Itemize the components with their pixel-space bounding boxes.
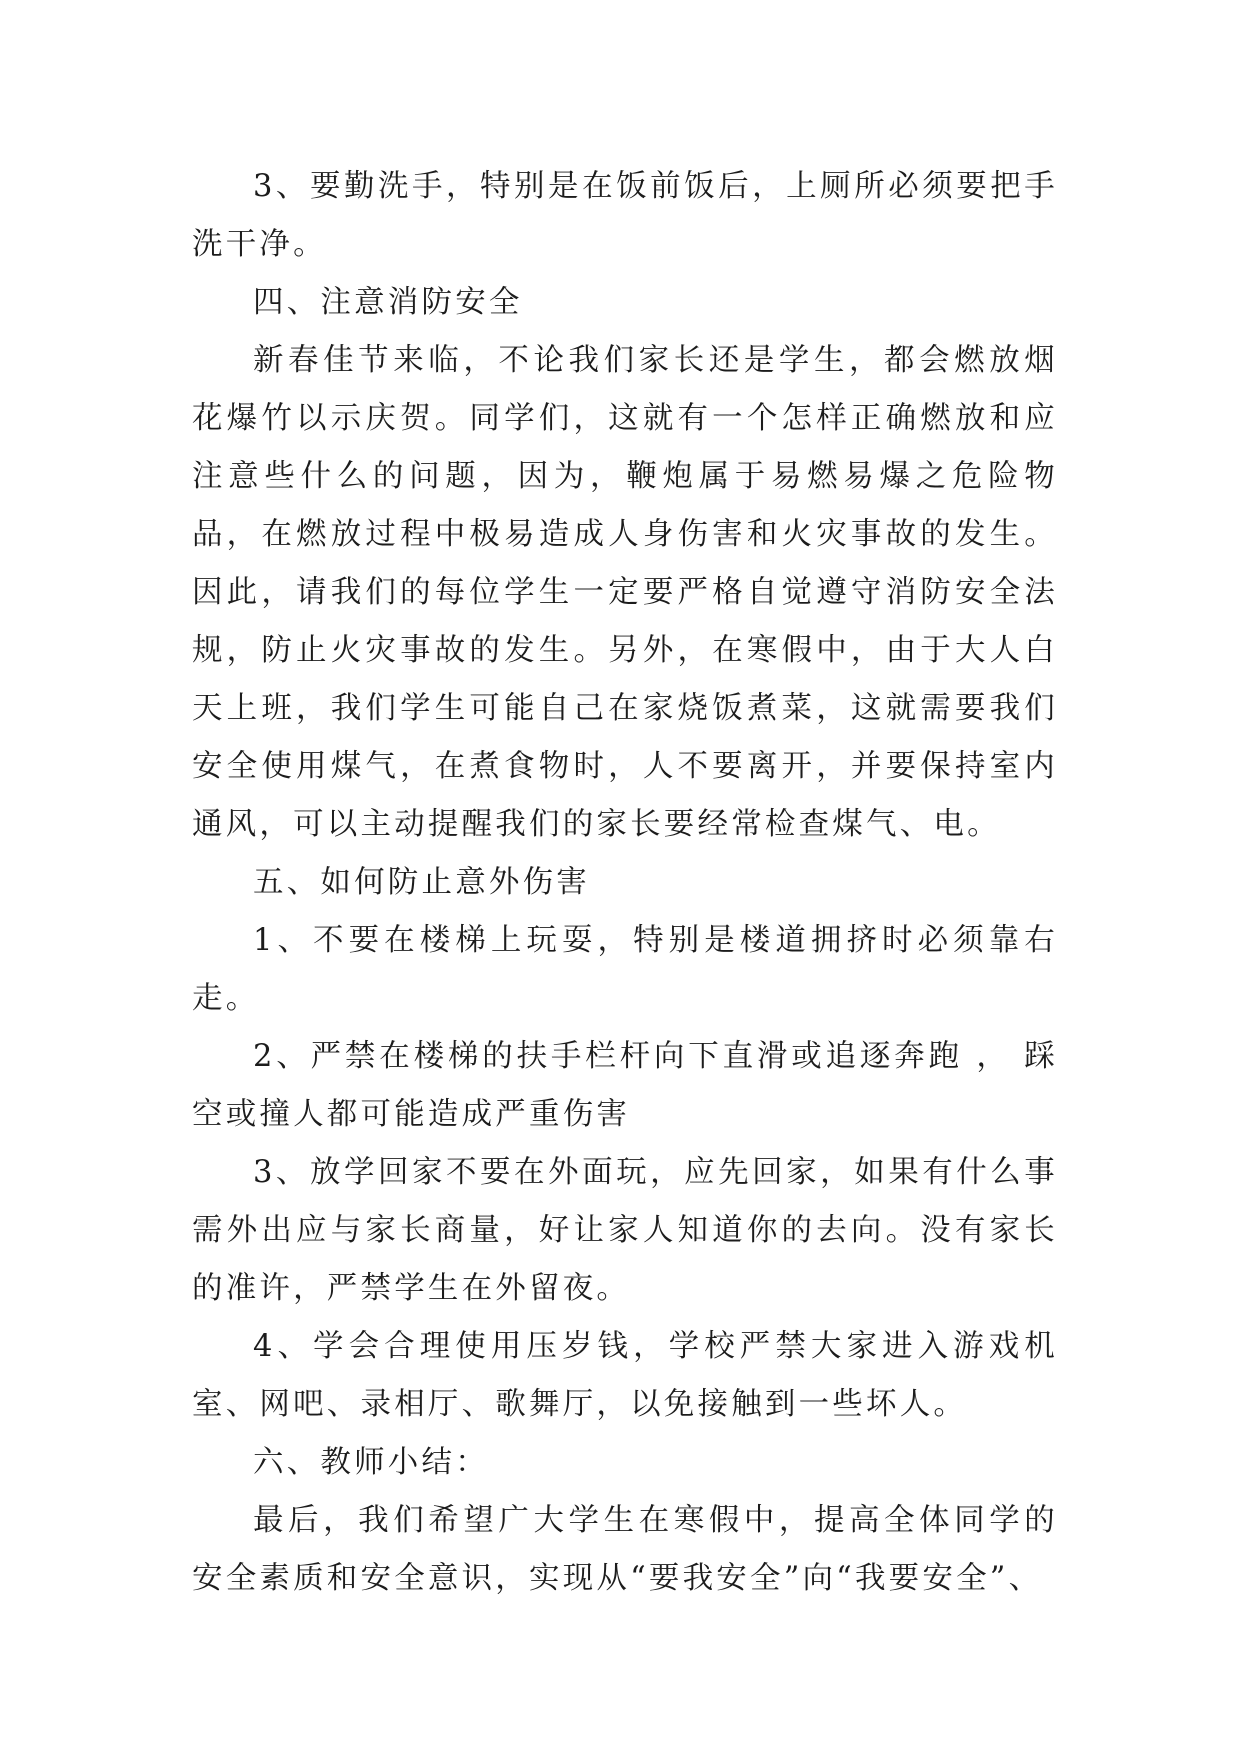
paragraph-summary: 最后，我们希望广大学生在寒假中，提高全体同学的安全素质和安全意识，实现从“要我安全”向“我要安全”、 xyxy=(192,1503,1058,1596)
document-body xyxy=(192,158,1058,1608)
paragraph-pocket-money: 4、学会合理使用压岁钱，学校严禁大家进入游戏机室、网吧、录相厅、歌舞厅，以免接触到一些坏人。 xyxy=(192,1329,1058,1422)
heading-accident-prevention: 五、如何防止意外伤害 xyxy=(253,865,590,900)
paragraph-stairs: 1、不要在楼梯上玩耍，特别是楼道拥挤时必须靠右走。 xyxy=(192,923,1058,1016)
heading-fire-safety: 四、注意消防安全 xyxy=(253,285,523,320)
heading-teacher-summary: 六、教师小结： xyxy=(253,1445,489,1480)
paragraph-handrail: 2、严禁在楼梯的扶手栏杆向下直滑或追逐奔跑 ， 踩空或撞人都可能造成严重伤害 xyxy=(192,1039,1058,1132)
paragraph-fire-safety: 新春佳节来临，不论我们家长还是学生，都会燃放烟花爆竹以示庆贺。同学们，这就有一个怎样正确燃放和应注意些什么的问题，因为，鞭炮属于易燃易爆之危险物品，在燃放过程中极易造成人身伤害和火灾事故的发生。因此，请我们的每位学生一定要严格自觉遵守消防安全法规，防止火灾事故的发生。另外，在寒假中，由于大人白天上班，我们学生可能自己在家烧饭煮菜，这就需要我们安全使用煤气，在煮食物时，人不要离开，并要保持室内通风，可以主动提醒我们的家长要经常检查煤气、电。 xyxy=(192,343,1058,842)
paragraph-handwashing: 3、要勤洗手，特别是在饭前饭后，上厕所必须要把手洗干净。 xyxy=(192,169,1058,262)
paragraph-go-home: 3、放学回家不要在外面玩，应先回家，如果有什么事需外出应与家长商量，好让家人知道你的去向。没有家长的准许，严禁学生在外留夜。 xyxy=(192,1155,1058,1306)
